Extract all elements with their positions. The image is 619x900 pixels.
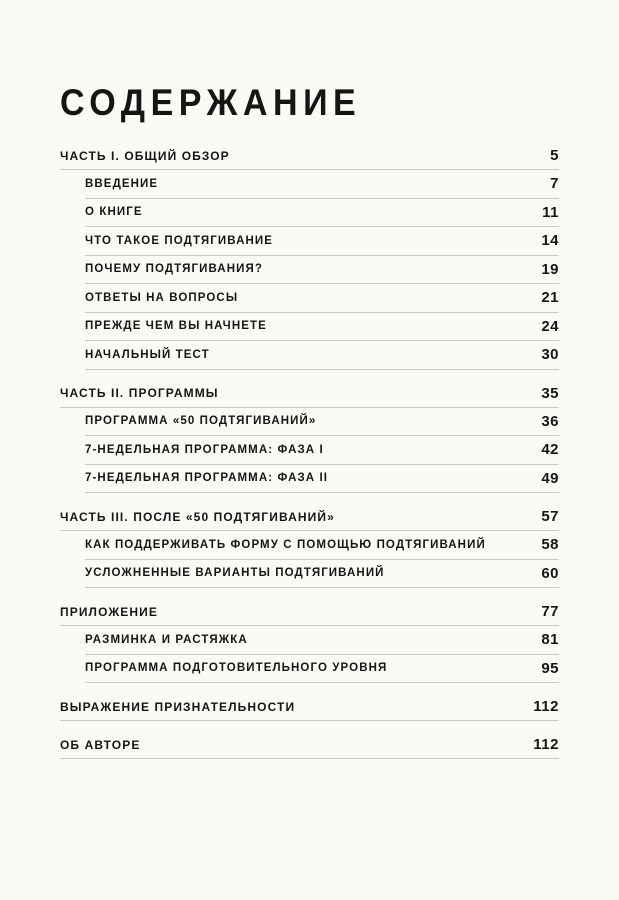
toc-entry[interactable] xyxy=(85,256,559,285)
toc-entry-label: ПРИЛОЖЕНИЕ xyxy=(60,604,158,619)
toc-entry[interactable] xyxy=(85,227,559,256)
toc-entry-label: 7-НЕДЕЛЬНАЯ ПРОГРАММА: ФАЗА II xyxy=(85,472,329,485)
toc-entry[interactable] xyxy=(85,408,559,437)
toc-page-number: 30 xyxy=(541,346,559,364)
toc-entry-label: 7-НЕДЕЛЬНАЯ ПРОГРАММА: ФАЗА I xyxy=(85,443,324,456)
toc-entry-label: ПРОГРАММА ПОДГОТОВИТЕЛЬНОГО УРОВНЯ xyxy=(85,662,388,675)
toc-entry-label: ВВЕДЕНИЕ xyxy=(85,177,159,190)
table-of-contents xyxy=(60,142,559,759)
toc-page-number: 14 xyxy=(541,232,559,250)
toc-entry-label: ОТВЕТЫ НА ВОПРОСЫ xyxy=(85,291,239,304)
toc-entry-label: НАЧАЛЬНЫЙ ТЕСТ xyxy=(85,348,210,361)
toc-page-number: 42 xyxy=(541,441,559,459)
toc-entry-part-2[interactable] xyxy=(60,380,559,408)
toc-page-number: 19 xyxy=(541,260,559,278)
toc-entry[interactable] xyxy=(85,655,559,684)
toc-entry-label: ПРЕЖДЕ ЧЕМ ВЫ НАЧНЕТЕ xyxy=(85,320,267,333)
toc-page-number: 77 xyxy=(541,603,559,620)
toc-page-number: 21 xyxy=(541,289,559,307)
toc-entry-label: КАК ПОДДЕРЖИВАТЬ ФОРМУ С ПОМОЩЬЮ ПОДТЯГИВАНИЙ xyxy=(85,538,486,551)
toc-page-number: 58 xyxy=(541,536,559,554)
toc-entry-part-3[interactable] xyxy=(60,503,559,531)
toc-page-number: 95 xyxy=(541,659,559,677)
toc-page-number: 60 xyxy=(541,564,559,582)
toc-entry[interactable] xyxy=(85,170,559,199)
toc-entry-label: ОБ АВТОРЕ xyxy=(60,737,141,752)
toc-entry-label: РАЗМИНКА И РАСТЯЖКА xyxy=(85,633,248,646)
toc-entry[interactable] xyxy=(85,465,559,494)
toc-page-number: 112 xyxy=(533,736,559,753)
toc-page-number: 11 xyxy=(542,203,559,221)
toc-page-number: 112 xyxy=(533,698,559,715)
toc-page-number: 24 xyxy=(541,317,559,335)
toc-entry-label: ПОЧЕМУ ПОДТЯГИВАНИЯ? xyxy=(85,263,263,276)
toc-entry-about-author[interactable] xyxy=(60,731,559,759)
toc-page-number: 57 xyxy=(541,508,559,525)
toc-entry-label: ЧАСТЬ II. ПРОГРАММЫ xyxy=(60,386,219,400)
toc-page-number: 35 xyxy=(541,384,559,402)
toc-entry[interactable] xyxy=(85,284,559,313)
toc-entry-acknowledgements[interactable] xyxy=(60,693,559,721)
toc-entry[interactable] xyxy=(85,436,559,465)
toc-page-number: 81 xyxy=(541,631,559,649)
toc-page-number: 36 xyxy=(541,412,559,430)
toc-entry[interactable] xyxy=(85,560,559,589)
toc-entry[interactable] xyxy=(85,199,559,228)
toc-page-number: 7 xyxy=(550,175,559,193)
toc-page-number: 5 xyxy=(550,147,559,164)
toc-entry-label: УСЛОЖНЕННЫЕ ВАРИАНТЫ ПОДТЯГИВАНИЙ xyxy=(85,567,385,580)
toc-entry[interactable] xyxy=(85,313,559,342)
toc-entry[interactable] xyxy=(85,626,559,655)
toc-entry-label: ПРОГРАММА «50 ПОДТЯГИВАНИЙ» xyxy=(85,415,317,428)
toc-entry-label: О КНИГЕ xyxy=(85,206,143,219)
toc-entry-appendix[interactable] xyxy=(60,598,559,626)
toc-entry[interactable] xyxy=(85,341,559,370)
toc-entry-label: ЧАСТЬ III. ПОСЛЕ «50 ПОДТЯГИВАНИЙ» xyxy=(60,509,335,524)
toc-entry-label: ЧАСТЬ I. ОБЩИЙ ОБЗОР xyxy=(60,148,230,163)
toc-entry-part-1[interactable] xyxy=(60,142,559,170)
toc-entry[interactable] xyxy=(85,531,559,560)
page-title: СОДЕРЖАНИЕ xyxy=(60,82,362,123)
toc-page-number: 49 xyxy=(541,469,559,487)
toc-entry-label: ВЫРАЖЕНИЕ ПРИЗНАТЕЛЬНОСТИ xyxy=(60,699,296,714)
toc-entry-label: ЧТО ТАКОЕ ПОДТЯГИВАНИЕ xyxy=(85,234,274,247)
